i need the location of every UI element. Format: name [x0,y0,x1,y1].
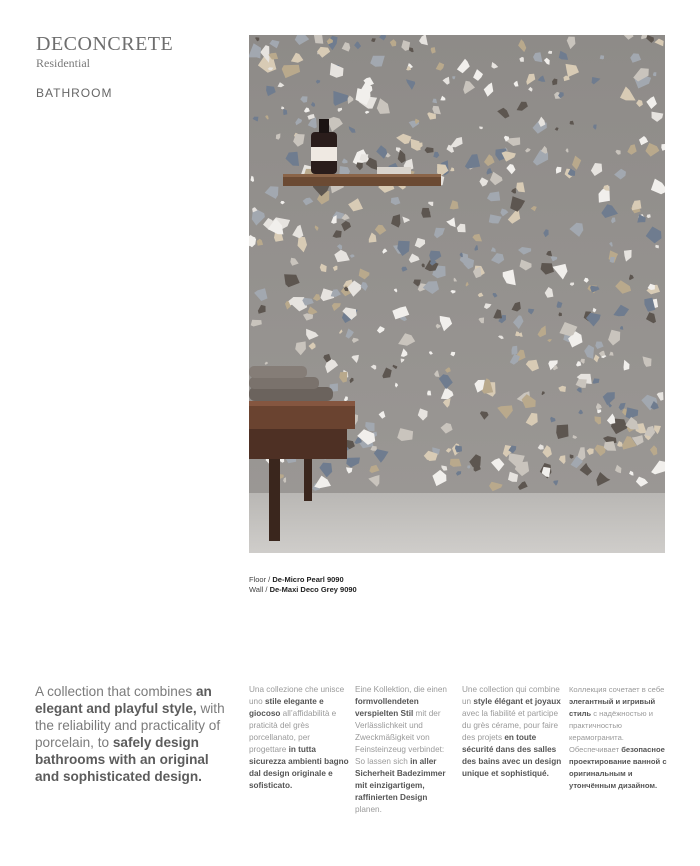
floor-value: De-Micro Pearl 9090 [272,575,344,584]
section-title: BATHROOM [36,86,113,100]
ru-text-2: с надёжностью и практичностью керамогранита. Обеспечивает [569,709,653,754]
terrazzo-chip [512,346,518,355]
de-bold-2: in aller Sicherheit Badezimmer mit einzigartigem, raffinierten Design [355,757,446,802]
fr-text-2: avec la fiabilité et participe du grès cérame, pour faire des projets [462,709,559,742]
it-bold-1: stile elegante e giocoso [249,697,324,718]
lead-text-1: A collection that combines [35,684,196,699]
product-caption [249,575,357,595]
brand-subtitle: Residential [36,56,90,70]
terrazzo-chip [427,391,431,396]
lead-bold-1: an elegant and playful style, [35,684,212,716]
paragraph-fr [462,684,562,780]
wall-label: Wall / [249,585,268,594]
lead-paragraph-en [35,683,230,785]
fr-bold-1: style élégant et joyaux [473,697,561,706]
it-text-2: all’affidabilità e praticità del grès porcellanato, per progettare [249,709,337,754]
terrazzo-chip [556,425,568,440]
de-text-2: mit der Verlässlichkeit und Zweckmäßigkeit von Feinsteinzeug verbindet: So lassen sich [355,709,445,766]
lead-text-2: with the reliability and practicality of porcelain, to [35,701,225,750]
ru-bold-2: безопасное проектирование ванной с оригинальным и утончённым дизайном. [569,745,667,790]
it-bold-2: in tutta sicurezza ambienti bagno dal design originale e sofisticato. [249,745,349,790]
ru-bold-1: элегантный и игривый стиль [569,697,656,718]
de-text-1: Eine Kollektion, die einen [355,685,447,694]
ru-text-1: Коллекция сочетает в себе [569,685,665,694]
paragraph-it [249,684,349,792]
floor-label: Floor / [249,575,271,584]
caption-wall [249,585,357,595]
it-text-1: Una collezione che unisce uno [249,685,345,706]
bathroom-photo [249,35,665,553]
brand-name: DECONCRETE [36,33,174,55]
terrazzo-chip [314,35,323,44]
de-bold-1: formvollendeten verspielten Stil [355,697,419,718]
brand-logo [36,34,173,71]
fr-bold-2: en toute sécurité dans des salles des bains avec un design unique et sophistiqué. [462,733,562,778]
fr-text-1: Une collection qui combine un [462,685,560,706]
paragraph-de [355,684,455,816]
de-text-3: planen. [355,805,382,814]
lead-bold-2: safely design bathrooms with an original and sophisticated design. [35,735,209,784]
caption-floor [249,575,357,585]
wall-value: De-Maxi Deco Grey 9090 [269,585,357,594]
paragraph-ru [569,684,669,792]
